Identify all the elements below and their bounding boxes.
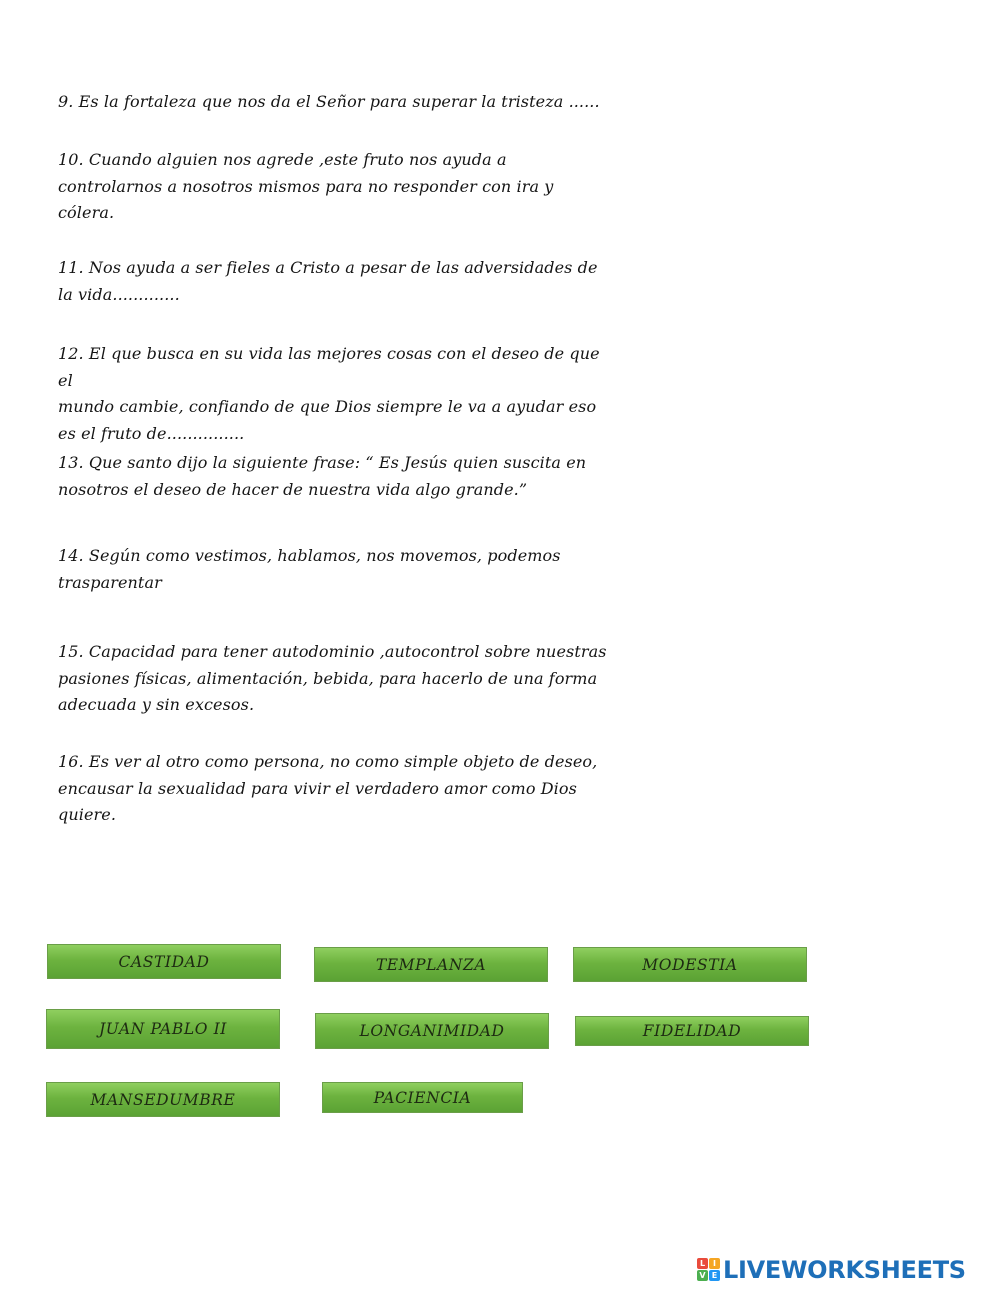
answer-modestia[interactable]: MODESTIA	[573, 947, 807, 982]
question-15	[58, 639, 618, 719]
logo-tile-v: V	[697, 1270, 708, 1281]
liveworksheets-wordmark: LIVEWORKSHEETS	[723, 1256, 966, 1284]
question-line: 10. Cuando alguien nos agrede ,este fruto nos ayuda a	[58, 150, 507, 169]
question-line: 12. El que busca en su vida las mejores cosas con el deseo de que el	[58, 344, 600, 390]
answer-castidad[interactable]: CASTIDAD	[47, 944, 281, 979]
answer-fidelidad[interactable]: FIDELIDAD	[575, 1016, 809, 1046]
logo-tile-i: I	[709, 1258, 720, 1269]
answer-longanimidad[interactable]: LONGANIMIDAD	[315, 1013, 549, 1049]
question-line: es el fruto de...............	[58, 423, 245, 443]
liveworksheets-logo	[697, 1256, 966, 1284]
question-14	[58, 543, 618, 596]
question-13	[58, 450, 618, 503]
question-line: 15. Capacidad para tener autodominio ,autocontrol sobre nuestras	[58, 642, 607, 661]
question-line: quiere.	[58, 805, 117, 824]
question-line: adecuada y sin excesos.	[58, 695, 255, 714]
question-line: mundo cambie, confiando de que Dios siempre le va a ayudar eso	[58, 397, 597, 416]
question-line: 9. Es la fortaleza que nos da el Señor para superar la tristeza ......	[58, 92, 600, 111]
answer-mansedumbre[interactable]: MANSEDUMBRE	[46, 1082, 280, 1117]
question-line: 16. Es ver al otro como persona, no como simple objeto de deseo,	[58, 752, 598, 771]
answer-templanza[interactable]: TEMPLANZA	[314, 947, 548, 982]
question-line: 11. Nos ayuda a ser fieles a Cristo a pesar de las adversidades de	[58, 258, 598, 277]
question-line: 13. Que santo dijo la siguiente frase: “ Es Jesús quien suscita en	[58, 453, 587, 472]
question-line: encausar la sexualidad para vivir el verdadero amor como Dios	[58, 778, 577, 798]
question-line: 14. Según como vestimos, hablamos, nos movemos, podemos	[58, 546, 561, 565]
question-line: pasiones físicas, alimentación, bebida, para hacerlo de una forma	[58, 668, 598, 688]
question-9	[58, 89, 618, 116]
question-11	[58, 255, 618, 308]
question-line: trasparentar	[58, 572, 162, 592]
logo-tile-l: L	[697, 1258, 708, 1269]
liveworksheets-logo-icon	[697, 1258, 721, 1282]
question-10	[58, 147, 618, 227]
answer-paciencia[interactable]: PACIENCIA	[322, 1082, 523, 1113]
question-12	[58, 341, 618, 447]
question-line: controlarnos a nosotros mismos para no responder con ira y	[58, 176, 554, 196]
question-line: la vida.............	[58, 284, 180, 304]
question-line: nosotros el deseo de hacer de nuestra vida algo grande.”	[58, 479, 528, 499]
question-16	[58, 749, 618, 829]
answer-juan-pablo-ii[interactable]: JUAN PABLO II	[46, 1009, 280, 1049]
question-line: cólera.	[58, 203, 115, 222]
logo-tile-e: E	[709, 1270, 720, 1281]
